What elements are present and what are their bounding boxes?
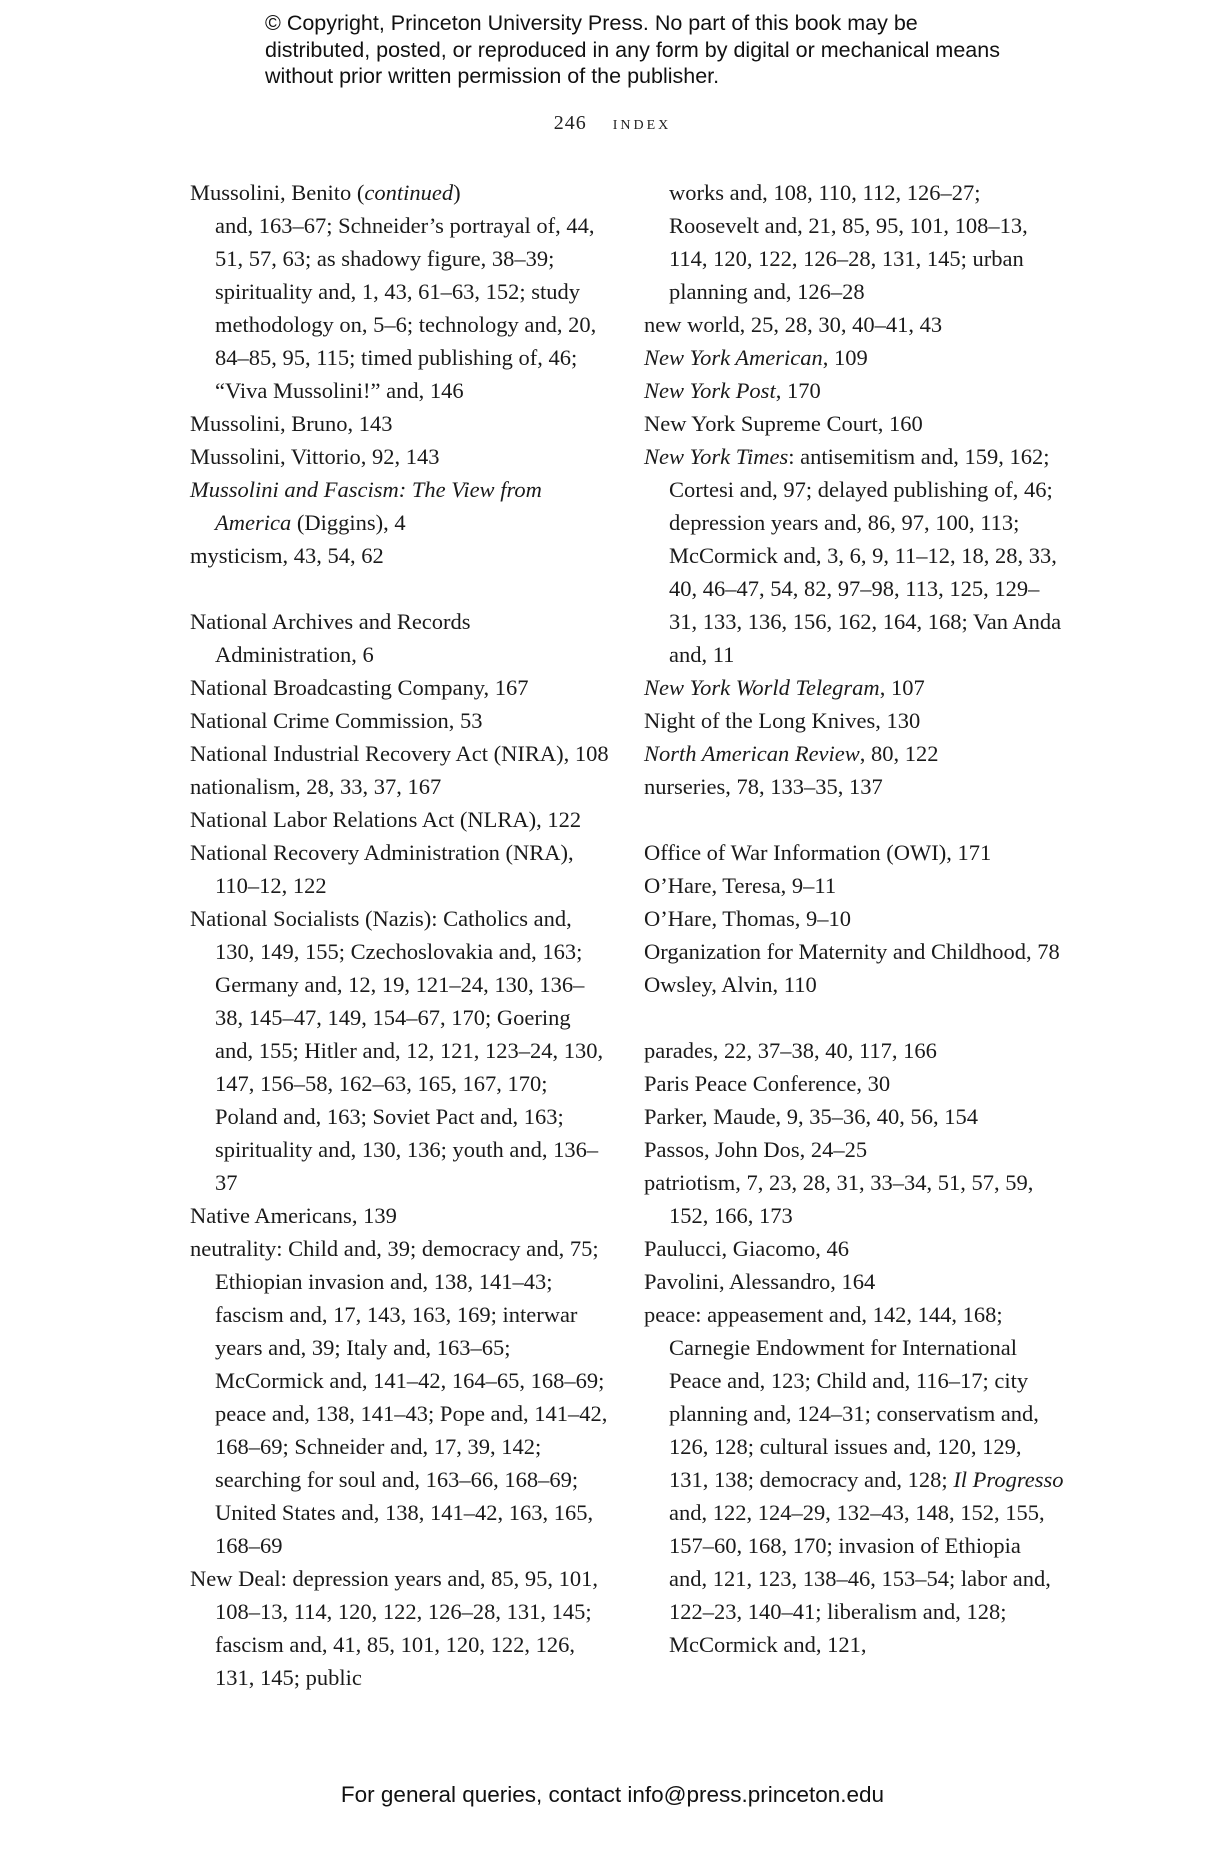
entry-text: and, 122, 124–29, 132–43, 148, 152, 155, 157–60, 168, 170; invasion of Ethiopia and, 121, 123, 138–46, 153–54; labor and, 122–23, 140–41; liberalism and, 128; McCormick and, 121,: [669, 1500, 1051, 1657]
index-column-left: [190, 176, 610, 1694]
entry-text: peace: appeasement and, 142, 144, 168; Carnegie Endowment for International Peace and, 123; Child and, 116–17; city planning and, 124–31; conservatism and, 126, 128; cultural issues and, 120, 129, 131, 138; democracy and, 128;: [644, 1302, 1039, 1492]
index-entry: [644, 737, 1064, 770]
index-entry: Mussolini, Vittorio, 92, 143: [190, 444, 440, 469]
index-entry-continuation: and, 163–67; Schneider’s portrayal of, 44, 51, 57, 63; as shadowy figure, 38–39; spirituality and, 1, 43, 61–63, 152; study methodology on, 5–6; technology and, 20, 84–85, 95, 115; timed publishing of, 46; “Viva Mussolini!” and, 146: [215, 213, 597, 403]
index-entry: O’Hare, Teresa, 9–11: [644, 873, 837, 898]
entry-title: New York Post: [644, 378, 776, 403]
entry-text: , 107: [879, 675, 925, 700]
index-entry: National Archives and Records Administration, 6: [190, 609, 471, 667]
index-entry: Pavolini, Alessandro, 164: [644, 1269, 876, 1294]
index-entry: [644, 440, 1064, 671]
section-title: index: [612, 112, 672, 134]
index-entry: National Labor Relations Act (NLRA), 122: [190, 807, 582, 832]
entry-title: Il Progresso: [953, 1467, 1064, 1492]
entry-title: North American Review: [644, 741, 860, 766]
index-entry: [644, 374, 1064, 407]
index-entry: [644, 1298, 1064, 1661]
index-entry: Paris Peace Conference, 30: [644, 1071, 891, 1096]
index-entry: Paulucci, Giacomo, 46: [644, 1236, 849, 1261]
copyright-notice: © Copyright, Princeton University Press. No part of this book may be distributed, posted, or reproduced in any form by digital or mechanical means without prior written permission of the publisher.: [265, 11, 1000, 88]
index-column-right: [644, 176, 1064, 1661]
entry-text: , 170: [775, 378, 821, 403]
index-entry: [644, 671, 1064, 704]
entry-text: Mussolini, Benito (: [190, 180, 365, 205]
running-head: [0, 112, 1225, 135]
entry-title: Mussolini and Fascism: The View from America: [190, 477, 542, 535]
index-entry: Owsley, Alvin, 110: [644, 972, 817, 997]
index-entry: Passos, John Dos, 24–25: [644, 1137, 868, 1162]
index-entry: mysticism, 43, 54, 62: [190, 543, 384, 568]
index-entry: nationalism, 28, 33, 37, 167: [190, 774, 442, 799]
page-number: 246: [553, 112, 587, 134]
index-entry: National Recovery Administration (NRA), 110–12, 122: [190, 840, 574, 898]
letter-group-gap: [644, 803, 1064, 836]
index-entry: Office of War Information (OWI), 171: [644, 840, 992, 865]
index-entry: patriotism, 7, 23, 28, 31, 33–34, 51, 57, 59, 152, 166, 173: [644, 1170, 1034, 1228]
index-entry: Mussolini, Bruno, 143: [190, 411, 393, 436]
index-entry: National Industrial Recovery Act (NIRA), 108: [190, 741, 609, 766]
entry-title: New York American: [644, 345, 823, 370]
index-entry: New York Supreme Court, 160: [644, 411, 923, 436]
index-entry: new world, 25, 28, 30, 40–41, 43: [644, 312, 943, 337]
letter-group-gap: [644, 1001, 1064, 1034]
entry-text: ): [453, 180, 461, 205]
entry-text: (Diggins), 4: [291, 510, 406, 535]
index-entry: Organization for Maternity and Childhood, 78: [644, 939, 1060, 964]
index-entry: National Crime Commission, 53: [190, 708, 483, 733]
index-entry: National Broadcasting Company, 167: [190, 675, 529, 700]
entry-text: , 80, 122: [859, 741, 939, 766]
index-entry: National Socialists (Nazis): Catholics and, 130, 149, 155; Czechoslovakia and, 163; Germany and, 12, 19, 121–24, 130, 136–38, 145–47, 149, 154–67, 170; Goering and, 155; Hitler and, 12, 121, 123–24, 130, 147, 156–58, 162–63, 165, 167, 170; Poland and, 163; Soviet Pact and, 163; spirituality and, 130, 136; youth and, 136–37: [190, 906, 604, 1195]
index-entry: [190, 473, 610, 539]
footer-contact: For general queries, contact info@press.princeton.edu: [340, 1782, 885, 1807]
index-entry: Parker, Maude, 9, 35–36, 40, 56, 154: [644, 1104, 979, 1129]
entry-title: New York World Telegram: [644, 675, 880, 700]
index-entry: Native Americans, 139: [190, 1203, 397, 1228]
entry-text: : antisemitism and, 159, 162; Cortesi and, 97; delayed publishing of, 46; depression years and, 86, 97, 100, 113; McCormick and, 3, 6, 9, 11–12, 18, 28, 33, 40, 46–47, 54, 82, 97–98, 113, 125, 129–31, 133, 136, 156, 162, 164, 168; Van Anda and, 11: [669, 444, 1062, 667]
letter-group-gap: [190, 572, 610, 605]
entry-text: , 109: [822, 345, 868, 370]
index-entry: [190, 176, 610, 209]
index-entry: parades, 22, 37–38, 40, 117, 166: [644, 1038, 937, 1063]
index-entry: O’Hare, Thomas, 9–10: [644, 906, 852, 931]
index-entry: Night of the Long Knives, 130: [644, 708, 921, 733]
entry-title: New York Times: [644, 444, 789, 469]
index-entry: [644, 341, 1064, 374]
entry-continued-label: continued: [364, 180, 454, 205]
index-entry: New Deal: depression years and, 85, 95, 101, 108–13, 114, 120, 122, 126–28, 131, 145; fascism and, 41, 85, 101, 120, 122, 126, 131, 145; public: [190, 1566, 599, 1690]
index-entry-continuation: works and, 108, 110, 112, 126–27; Roosevelt and, 21, 85, 95, 101, 108–13, 114, 120, 122, 126–28, 131, 145; urban planning and, 126–28: [669, 180, 1028, 304]
index-entry: nurseries, 78, 133–35, 137: [644, 774, 883, 799]
index-entry: neutrality: Child and, 39; democracy and, 75; Ethiopian invasion and, 138, 141–43; fascism and, 17, 143, 163, 169; interwar years and, 39; Italy and, 163–65; McCormick and, 141–42, 164–65, 168–69; peace and, 138, 141–43; Pope and, 141–42, 168–69; Schneider and, 17, 39, 142; searching for soul and, 163–66, 168–69; United States and, 138, 141–42, 163, 165, 168–69: [190, 1236, 608, 1558]
